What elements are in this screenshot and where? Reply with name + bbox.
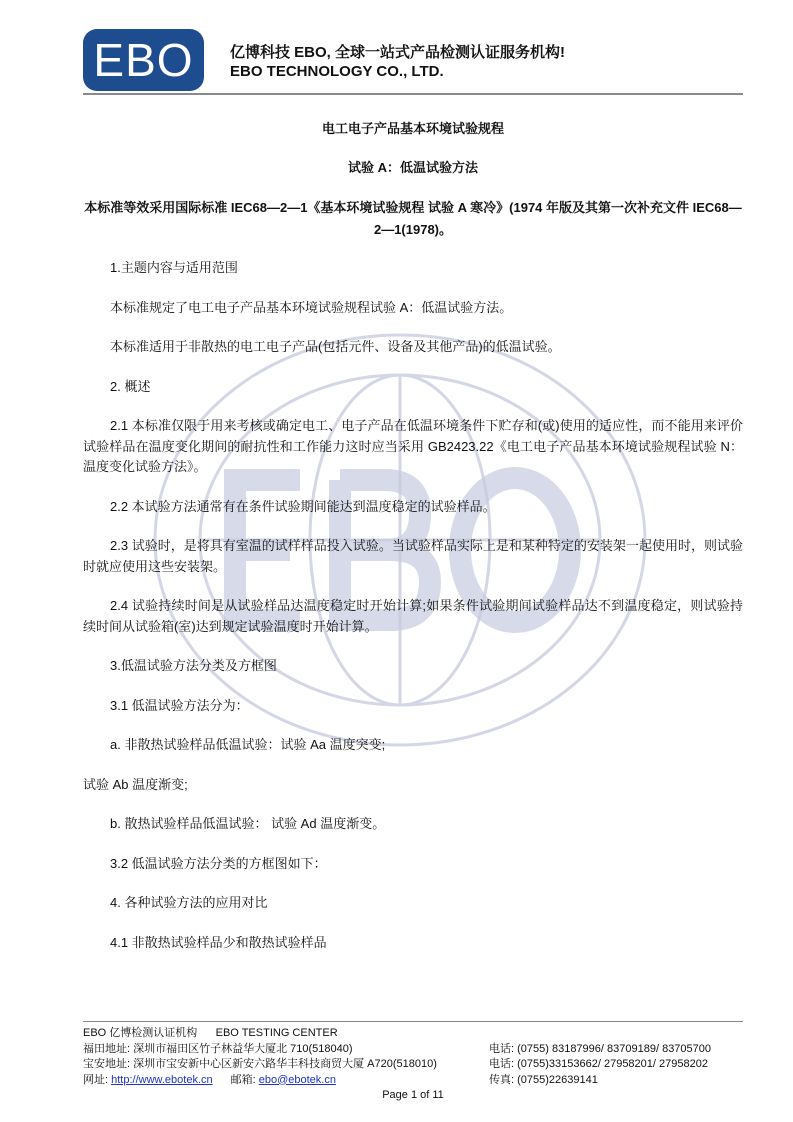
footer-futian-address: 福田地址: 深圳市福田区竹子林益华大厦北 710(518040) bbox=[83, 1042, 353, 1055]
paragraph: 3.1 低温试验方法分为： bbox=[110, 697, 249, 713]
paragraph: 2.3 试验时，是将具有室温的试样样品投入试验。当试验样品实际上是和某种特定的安装架一起使用时，则试验时就应使用这些安装架。 bbox=[83, 538, 743, 574]
footer-row bbox=[83, 1057, 763, 1073]
footer-fax: 传真: (0755)22639141 bbox=[489, 1073, 598, 1086]
footer-baoan-address: 宝安地址: 深圳市宝安新中心区新安六路华丰科技商贸大厦 A720(518010) bbox=[83, 1058, 437, 1070]
paragraph: a. 非散热试验样品低温试验：试验 Aa 温度突变; bbox=[110, 737, 386, 752]
paragraph: 2.1 本标准仅限于用来考核或确定电工、电子产品在低温环境条件下贮存和(或)使用的适应性，而不能用来评价试验样品在温度变化期间的耐抗性和工作能力这时应当采用 GB2423.22《电工电子产品基本环境试验规程试验 N：温度变化试验方法》。 bbox=[83, 418, 743, 474]
footer bbox=[83, 1026, 763, 1104]
document-title: 电工电子产品基本环境试验规程 bbox=[321, 121, 504, 136]
paragraph: 4.1 非散热试验样品少和散热试验样品 bbox=[110, 934, 327, 950]
section-heading: 1.主题内容与适用范围 bbox=[110, 260, 238, 275]
web-label: 网址: bbox=[83, 1073, 112, 1086]
paragraph: 试验 Ab 温度渐变; bbox=[83, 776, 188, 792]
footer-org: EBO 亿博检测认证机构 EBO TESTING CENTER bbox=[83, 1027, 338, 1039]
page-number: Page 1 of 11 bbox=[382, 1089, 444, 1101]
document-body bbox=[83, 119, 743, 972]
footer-futian-phone: 电话: (0755) 83187996/ 83709189/ 83705700 bbox=[489, 1042, 712, 1055]
footer-row bbox=[83, 1073, 763, 1089]
section-heading: 4. 各种试验方法的应用对比 bbox=[110, 895, 268, 910]
email-label: 邮箱: bbox=[230, 1073, 259, 1086]
paragraph: 本标准规定了电工电子产品基本环境试验规程试验 A：低温试验方法。 bbox=[110, 299, 513, 315]
paragraph: 本标准适用于非散热的电工电子产品(包括元件、设备及其他产品)的低温试验。 bbox=[110, 339, 561, 354]
paragraph: b. 散热试验样品低温试验： 试验 Ad 温度渐变。 bbox=[110, 816, 386, 831]
standard-note: 本标准等效采用国际标准 IEC68—2—1《基本环境试验规程 试验 A 寒冷》(1974 年版及其第一次补充文件 IEC68—2—1(1978)。 bbox=[84, 200, 742, 237]
header-company: EBO TECHNOLOGY CO., LTD. bbox=[230, 63, 444, 80]
paragraph: 2.4 试验持续时间是从试验样品达温度稳定时开始计算;如果条件试验期间试验样品达不到温度稳定，则试验持续时间从试验箱(室)达到规定试验温度时开始计算。 bbox=[83, 598, 743, 634]
footer-baoan-phone: 电话: (0755)33153662/ 27958201/ 27958202 bbox=[489, 1058, 708, 1070]
section-heading: 3.低温试验方法分类及方框图 bbox=[110, 658, 277, 673]
header-slogan: 亿博科技 EBO, 全球一站式产品检测认证服务机构! bbox=[230, 44, 566, 61]
footer-web bbox=[83, 1073, 483, 1089]
section-heading: 2. 概述 bbox=[110, 378, 151, 394]
footer-divider bbox=[83, 1021, 743, 1022]
document-subtitle: 试验 A：低温试验方法 bbox=[347, 160, 478, 175]
paragraph: 2.2 本试验方法通常有在条件试验期间能达到温度稳定的试验样品。 bbox=[110, 498, 496, 514]
header-divider bbox=[83, 93, 743, 95]
paragraph: 3.2 低温试验方法分类的方框图如下： bbox=[110, 855, 327, 871]
footer-row bbox=[83, 1042, 763, 1058]
email-link[interactable]: ebo@ebotek.cn bbox=[258, 1073, 336, 1086]
ebo-logo: EBO bbox=[83, 29, 204, 91]
website-link[interactable]: http://www.ebotek.cn bbox=[111, 1073, 213, 1086]
